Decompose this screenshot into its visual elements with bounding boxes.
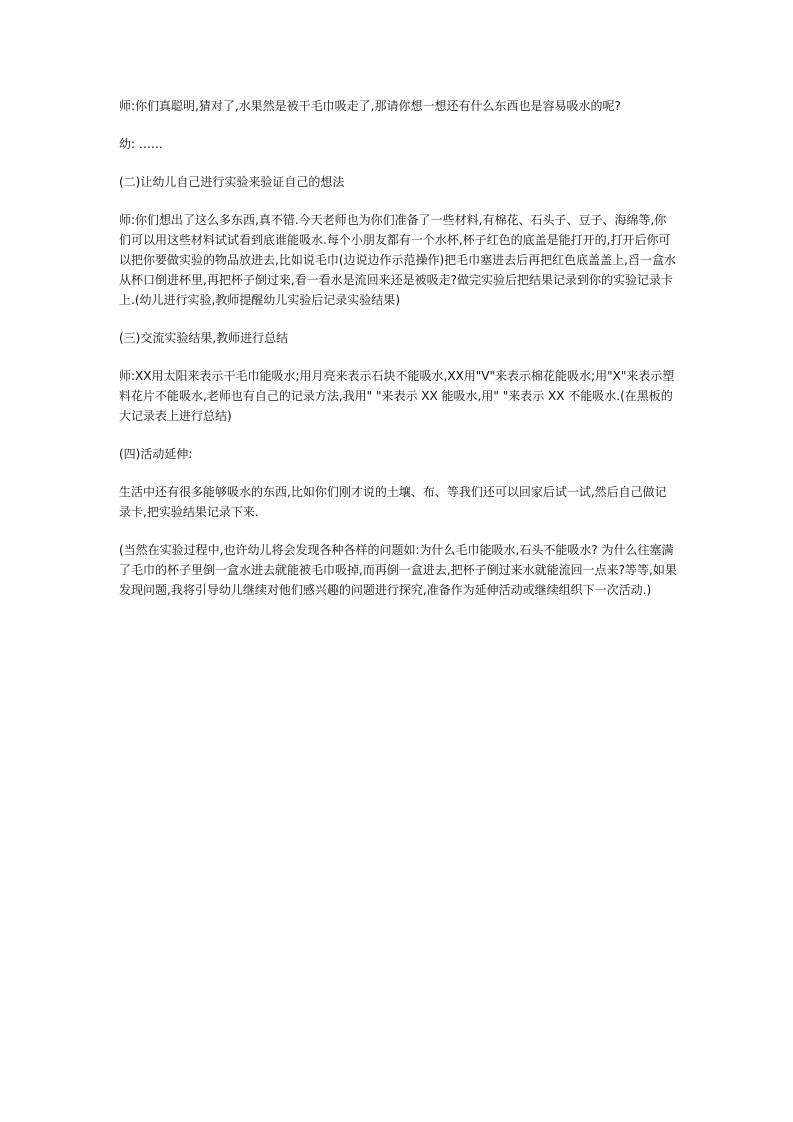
paragraph-teacher-praise: 师:你们真聪明,猜对了,水果然是被干毛巾吸走了,那请你想一想还有什么东西也是容易吸水的呢? [119, 99, 621, 113]
paragraph-experiment-instructions: 师:你们想出了这么多东西,真不错.今天老师也为你们准备了一些材料,有棉花、石头子、豆子、海绵等,你们可以用这些材料试试看到底谁能吸水.每个小朋友都有一个水杯,杯子红色的底盖是能打开的,打开后你可以把你要做实验的物品放进去,比如说毛巾(边说边作示范操作)把毛巾塞进去后再把红色底盖盖上,舀一盒水从杯口倒进杯里,再把杯子倒过来,看一看水是流回来还是被吸走?做完实验后把结果记录到你的实验记录卡上.(幼儿进行实验,教师提醒幼儿实验后记录实验结果) [119, 213, 676, 307]
paragraph-note: (当然在实验过程中,也许幼儿将会发现各种各样的问题如:为什么毛巾能吸水,石头不能吸水? 为什么往塞满了毛巾的杯子里倒一盒水进去就能被毛巾吸掉,而再倒一盒进去,把杯子倒过来水就能流回一点来?等等,如果发现问题,我将引导幼儿继续对他们感兴趣的问题进行探究,准备作为延伸活动或继续组织下一次活动.) [119, 543, 677, 597]
paragraph-extension: 生活中还有很多能够吸水的东西,比如你们刚才说的土壤、布、等我们还可以回家后试一试,然后自己做记录卡,把实验结果记录下来. [119, 485, 667, 519]
document-body [119, 96, 677, 618]
paragraph-child-reply: 幼: …… [119, 137, 163, 151]
section-heading-summary: (三)交流实验结果,教师进行总结 [119, 331, 289, 345]
paragraph-summary: 师:XX用太阳来表示干毛巾能吸水;用月亮来表示石块不能吸水,XX用"V"来表示棉花能吸水;用"X"来表示塑料花片不能吸水,老师也有自己的记录方法,我用" "来表示 XX 能吸水,用" "来表示 XX 不能吸水.(在黑板的大记录表上进行总结) [119, 369, 675, 423]
section-heading-extension: (四)活动延伸: [119, 447, 193, 461]
section-heading-experiment: (二)让幼儿自己进行实验来验证自己的想法 [119, 175, 345, 189]
